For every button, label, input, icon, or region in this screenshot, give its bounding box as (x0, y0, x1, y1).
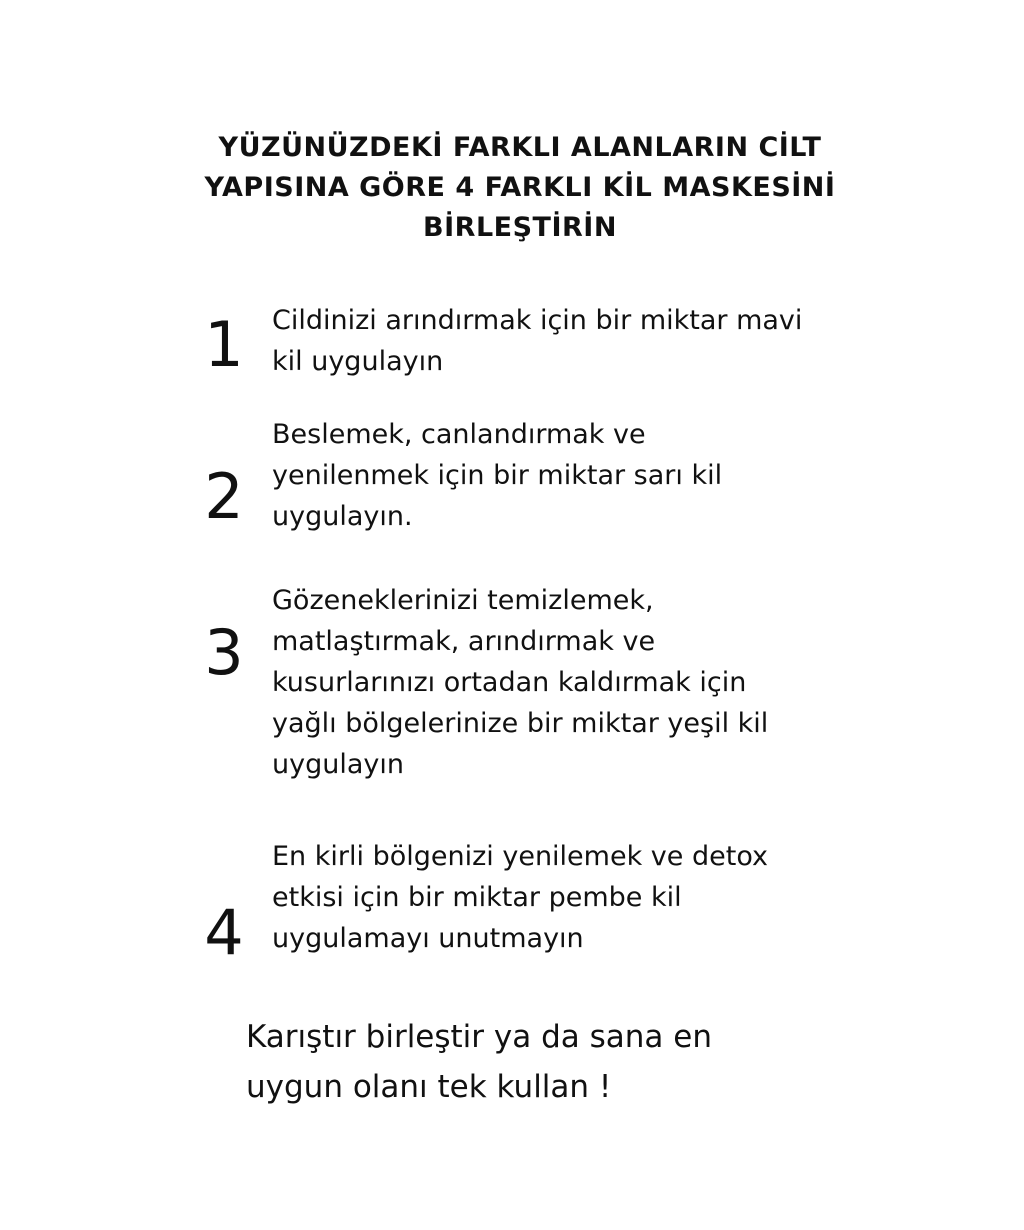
step-text-2 (272, 414, 842, 537)
step-3-line: uygulayın (272, 749, 404, 780)
step-number-3: 3 (204, 616, 244, 689)
step-3-line: kusurlarınızı ortadan kaldırmak için (272, 667, 747, 698)
step-3-line: yağlı bölgelerinize bir miktar yeşil kil (272, 708, 769, 739)
step-2-line: Beslemek, canlandırmak ve (272, 419, 646, 450)
step-2-line: uygulayın. (272, 501, 413, 532)
step-3 (190, 580, 850, 800)
step-text-3 (272, 580, 842, 785)
closing-line-1: Karıştır birleştir ya da sana en (246, 1019, 712, 1055)
step-4-line: uygulamayı unutmayın (272, 923, 584, 954)
step-number-2: 2 (204, 460, 244, 533)
closing-note (246, 1012, 846, 1112)
step-4-line: etkisi için bir miktar pembe kil (272, 882, 682, 913)
step-3-line: matlaştırmak, arındırmak ve (272, 626, 656, 657)
step-number-1: 1 (204, 308, 244, 381)
step-number-4: 4 (204, 896, 244, 969)
step-text-4 (272, 836, 842, 959)
closing-line-2: uygun olanı tek kullan ! (246, 1069, 612, 1105)
step-4 (190, 836, 850, 976)
page-title (150, 128, 890, 248)
step-4-line: En kirli bölgenizi yenilemek ve detox (272, 841, 768, 872)
step-1-line: kil uygulayın (272, 346, 444, 377)
title-line-2: YAPISINA GÖRE 4 FARKLI KİL MASKESİNİ (204, 172, 836, 203)
step-1-line: Cildinizi arındırmak için bir miktar mavi (272, 305, 803, 336)
step-2-line: yenilenmek için bir miktar sarı kil (272, 460, 723, 491)
step-3-line: Gözeneklerinizi temizlemek, (272, 585, 654, 616)
step-2 (190, 412, 850, 552)
title-line-1: YÜZÜNÜZDEKİ FARKLI ALANLARIN CİLT (218, 132, 822, 163)
step-text-1 (272, 300, 842, 382)
title-line-3: BİRLEŞTİRİN (423, 212, 617, 243)
